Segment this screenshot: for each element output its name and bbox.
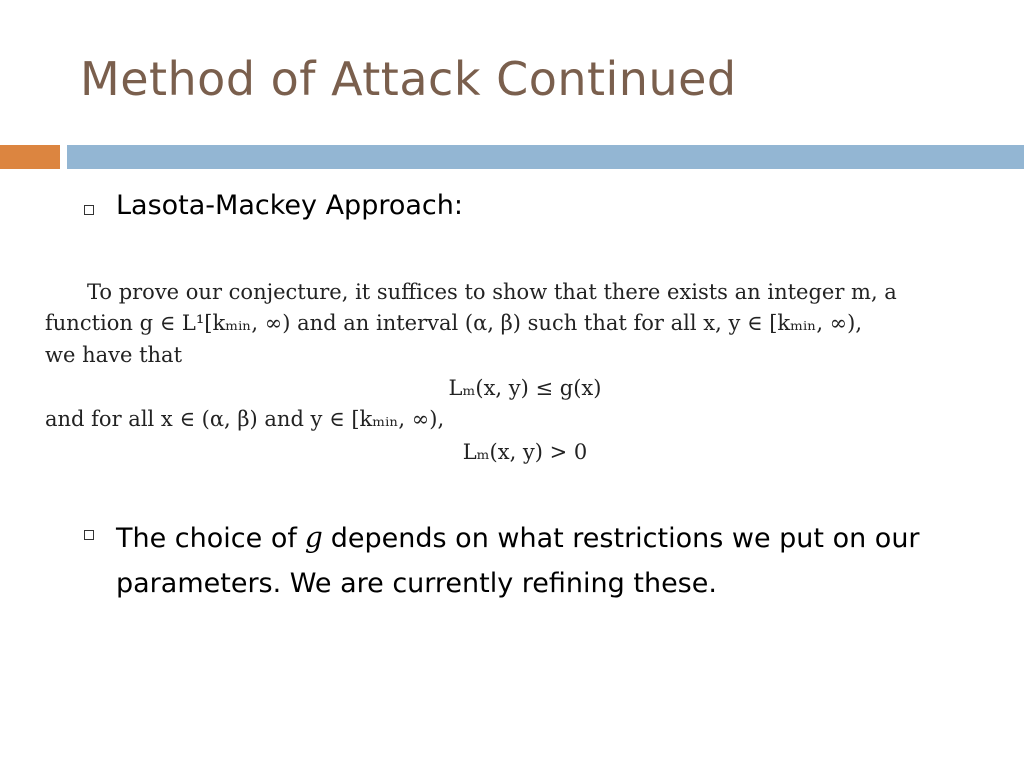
math-line-5: and for all x ∈ (α, β) and y ∈ [kₘᵢₙ, ∞), xyxy=(45,407,445,431)
math-inequality-2: Lₘ(x, y) > 0 xyxy=(462,440,588,464)
bullet-choice-of-g xyxy=(116,515,946,606)
bullet-square-icon xyxy=(84,205,94,215)
math-inequality-1: Lₘ(x, y) ≤ g(x) xyxy=(448,376,602,400)
accent-bar-blue xyxy=(67,145,1024,169)
bullet-square-icon xyxy=(84,530,94,540)
accent-bar-orange xyxy=(0,145,60,169)
bullet2-text-before: The choice of xyxy=(116,523,297,554)
math-line-2: function g ∈ L¹[kₘᵢₙ, ∞) and an interval (α, β) such that for all x, y ∈ [kₘᵢₙ, ∞), xyxy=(45,311,863,335)
math-variable-g: g xyxy=(304,521,323,554)
math-line-3: we have that xyxy=(45,343,183,367)
slide-title: Method of Attack Continued xyxy=(80,52,737,106)
bullet-lasota-mackey: Lasota-Mackey Approach: xyxy=(116,190,463,221)
math-line-1: To prove our conjecture, it suffices to show that there exists an integer m, a xyxy=(87,280,897,304)
bullet2-text-after: depends on what restrictions we put on our parameters. We are currently refining these. xyxy=(116,523,920,599)
